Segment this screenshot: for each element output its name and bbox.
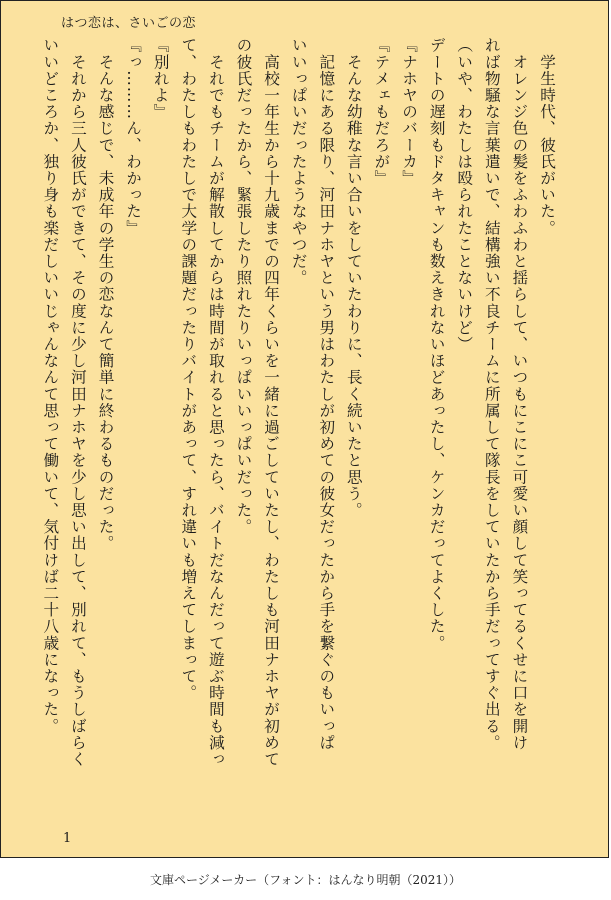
text-line: て、わたしもわたしで大学の課題だったりバイトがあって、すれ違いも増えてしまって。 <box>179 37 198 701</box>
page-maker-caption: 文庫ページメーカー（フォント：はんなり明朝（2021）） <box>149 873 462 887</box>
text-line: オレンジ色の髪をふわふわと揺らして、いつもにこにこ可愛い顔して笑ってるくせに口を開け <box>510 37 529 751</box>
text-line: そんな幼稚な言い合いをしていたわりに、長く続いたと思う。 <box>344 37 363 519</box>
text-line: いいっぱいだったようなやつだ。 <box>289 37 308 286</box>
text-line: 『ナホヤのバーカ』 <box>400 37 419 187</box>
text-line: 高校一年生から十九歳までの四年くらいを一緒に過ごしていたし、わたしも河田ナホヤが初めて <box>262 37 281 768</box>
text-line: そんな感じで、未成年の学生の恋なんて簡単に終わるものだった。 <box>96 37 115 552</box>
text-line: いいどころか、独り身も楽だしいいじゃんなんて思って働いて、気付けば二十八歳になった。 <box>41 37 60 735</box>
text-line: それでもチームが解散してからは時間が取れると思ったら、バイトだなんだって遊ぶ時間も減っ <box>206 37 225 768</box>
text-line: 『っ………ん、わかった』 <box>124 37 143 237</box>
page-number: 1 <box>63 831 72 846</box>
text-line: それから三人彼氏ができて、その度に少し河田ナホヤを少し思い出して、別れて、もうしばらく <box>68 37 87 768</box>
text-line: デートの遅刻もドタキャンも数えきれないほどあったし、ケンカだってよくした。 <box>427 37 446 652</box>
text-line: の彼氏だったから、緊張したり照れたりいっぱいいっぱいだった。 <box>234 37 253 535</box>
text-line: （いや、わたしは殴られたことないけど） <box>455 37 474 353</box>
body-text <box>40 37 560 837</box>
running-title: はつ恋は、さいごの恋 <box>61 16 197 31</box>
text-line: 記憶にある限り、河田ナホヤという男はわたしが初めての彼女だったから手を繋ぐのもいっぱ <box>317 37 336 751</box>
text-line: れば物騒な言葉遣いで、結構強い不良チームに所属して隊長をしていたから手だってすぐ出る。 <box>482 37 501 751</box>
text-line: 『テメェもだろが』 <box>372 37 391 187</box>
text-line: 『別れよ』 <box>151 37 170 120</box>
text-line: 学生時代、彼氏がいた。 <box>538 37 556 237</box>
